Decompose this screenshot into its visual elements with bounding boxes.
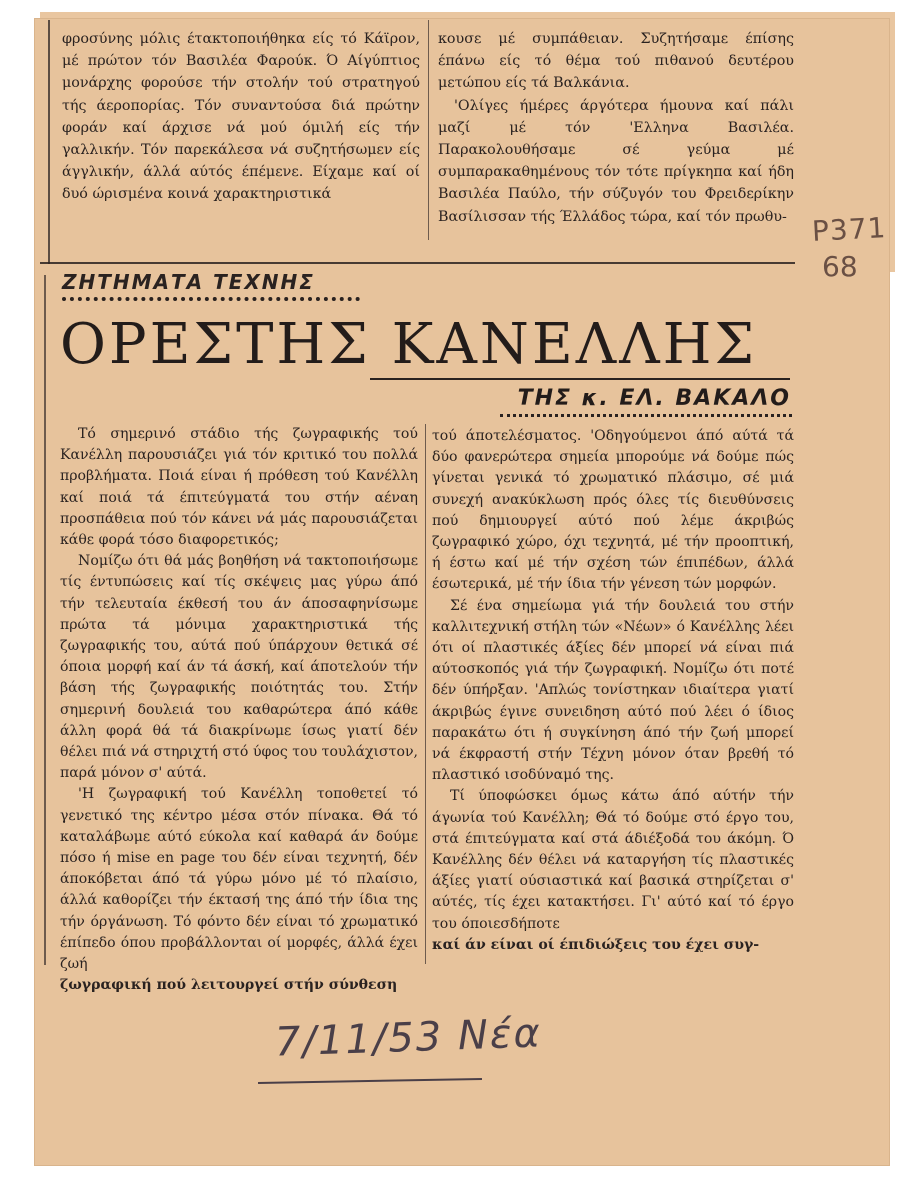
article-column-left bbox=[60, 424, 418, 996]
byline: ΤΗΣ κ. ΕΛ. ΒΑΚΑΛΟ bbox=[517, 386, 791, 411]
paragraph-bold-tail: καί άν είναι οί έπιδιώξεις του έχει συγ- bbox=[432, 936, 760, 953]
byline-underline bbox=[500, 414, 792, 417]
column-rule bbox=[428, 20, 429, 240]
paragraph: φροσύνης μόλις έτακτοποιήθηκα είς τό Κάϊρον, μέ πρώτον τόν Βασιλέα Φαρούκ. Ό Αίγύπτιος μονάρχης φορούσε τήν στολήν τού στρατηγού τής άεροπορίας. Τόν συναντούσα διά πρώτην φοράν καί άρχισε νά μού όμιλή είς τήν γαλλικήν. Τόν παρεκάλεσα νά συζητήσωμεν είς άγγλικήν, άλλά αύτός έπέμενε. Είχαμε καί οί δυό ώρισμένα κοινά χαρακτηριστικά bbox=[62, 31, 420, 203]
handwritten-date: 7/11/53 Νέα bbox=[274, 1010, 543, 1066]
paragraph: Σέ ένα σημείωμα γιά τήν δουλειά του στήν καλλιτεχνική στήλη τών «Νέων» ό Κανέλλης λέει ότι οί πλαστικές άξίες δέν μπορεί νά είναι πιά αύτοσκοπός γιά τήν ζωγραφική. Νομίζω ότι ποτέ δέν ύπήρξαν. 'Απλώς τονίστηκαν ιδιαίτερα γιατί άκριβώς έγινε συνειδηση αύτό πού λέει ό ίδιος παρακάτω ότι ή συγκίνηση άπό τήν ζωή μπορεί νά έκφραστή στήν Τέχνη μόνον όταν βρεθή τό πλαστικό ισοδύναμό της. bbox=[432, 597, 794, 784]
paragraph: Τό σημερινό στάδιο τής ζωγραφικής τού Κανέλλη παρουσιάζει γιά τόν κριτικό του πολλά προβλήματα. Ποιά είναι ή πρόθεση τού Κανέλλη καί ποιά τά έπιτεύγματά του στήν αέναη προσπάθεια πού τόν κάνει νά μάς παρουσιάζεται κάθε φορά τόσο διαφορετικός; bbox=[60, 426, 418, 549]
section-title-underline bbox=[62, 297, 360, 301]
section-divider bbox=[40, 262, 795, 264]
column-rule bbox=[48, 20, 50, 264]
paragraph: κουσε μέ συμπάθειαν. Συζητήσαμε έπίσης έπάνω είς τό θέμα τού πιθανού δευτέρου μετώπου είς τά Βαλκάνια. bbox=[438, 31, 794, 92]
paragraph: Νομίζω ότι θά μάς βοηθήση νά τακτοποιήσωμε τίς έντυπώσεις καί τίς σκέψεις μας γύρω άπό τήν τελευταία έκθεσή του άν άποσαφηνίσωμε πρώτα τά μόνιμα χαρακτηριστικά τής ζωγραφικής του, αύτά πού ύπάρχουν θετικά σέ όποια μορφή καί άν τά άσκή, καί άποτελούν τήν βάση τής ζωγραφικής ποιότητάς του. Στήν σημερινή δουλειά του καθαρώτερα άπό κάθε άλλη φορά θά τά διακρίνωμε ίσως γιατί δέν θέλει πιά νά στηριχτή στό ύφος του τουλάχιστον, παρά μόνον σ' αύτά. bbox=[60, 553, 418, 782]
margin-rule bbox=[44, 275, 46, 965]
article-headline: ΟΡΕΣΤΗΣ ΚΑΝΕΛΛΗΣ bbox=[60, 312, 758, 377]
column-rule bbox=[425, 424, 426, 964]
section-title: ΖΗΤΗΜΑΤΑ ΤΕΧΝΗΣ bbox=[62, 270, 315, 294]
handwritten-number: 68 bbox=[822, 250, 858, 283]
headline-rule bbox=[370, 378, 790, 380]
article-column-right bbox=[432, 426, 794, 956]
handwritten-reference: Ρ371 bbox=[811, 211, 888, 248]
paragraph-bold-tail: ζωγραφική πού λειτουργεί στήν σύνθεση bbox=[60, 977, 398, 994]
paragraph: τού άποτελέσματος. 'Οδηγούμενοι άπό αύτά τά δύο φανερώτερα σημεία μπορούμε νά δούμε πώς γίνεται γενικά τό χρωματικό πλάσιμο, σέ μιά συνεχή ανακύκλωση πρός όλες τίς διευθύνσεις πού δημιουργεί αύτό πού λέμε άκριβώς ζωγραφικό χώρο, όχι τεχνητά, μέ τήν προοπτική, ή έστω καί μέ τήν σχέση τών έπιπέδων, άλλά έσωτερικά, μέ τήν ίδια τήν γένεση τών μορφών. bbox=[432, 428, 794, 593]
paragraph: 'Ολίγες ήμέρες άργότερα ήμουνα καί πάλι μαζί μέ τόν 'Ελληνα Βασιλέα. Παρακολουθήσαμε σέ γεύμα μέ συμπαρακαθημένους τόν τότε πρίγκηπα καί ήδη Βασιλέα Παύλο, τήν σύζυγόν του Φρειδερίκην Βασίλισσαν τής Έλλάδος τώρα, καί τόν πρωθυ- bbox=[438, 97, 794, 225]
paragraph: Τί ύποφώσκει όμως κάτω άπό αύτήν τήν άγωνία τού Κανέλλη; Θά τό δούμε στό έργο του, στά έπιτεύγματα καί στά άδιέξοδά του άκόμη. Ό Κανέλλης δέν θέλει νά καταργήση τίς πλαστικές άξίες γιατί ούσιαστικά καί βασικά στηρίζεται σ' αύτές, τίς έχει κατακτήσει. Γι' αύτό καί τό έργο του όποιεσδήποτε bbox=[432, 788, 794, 932]
top-column-left bbox=[62, 28, 420, 206]
paragraph: 'Η ζωγραφική τού Κανέλλη τοποθετεί τό γενετικό της κέντρο μέσα στόν πίνακα. Θά τό καταλάβωμε αύτό εύκολα καί καθαρά άν δούμε πόσο ή mise en page του δέν είναι τεχνητή, δέν άποκόβεται άπό τά γύρω μόνο μέ τό πλαίσιο, άλλά καθορίζει τήν έκτασή της άπό τήν ίδια της τήν όργάνωση. Τό φόντο δέν είναι τό χρωματικό έπίπεδο όπου προβάλλονται οί μορφές, άλλά έχει ζωή bbox=[60, 786, 418, 973]
top-column-right bbox=[438, 28, 794, 228]
